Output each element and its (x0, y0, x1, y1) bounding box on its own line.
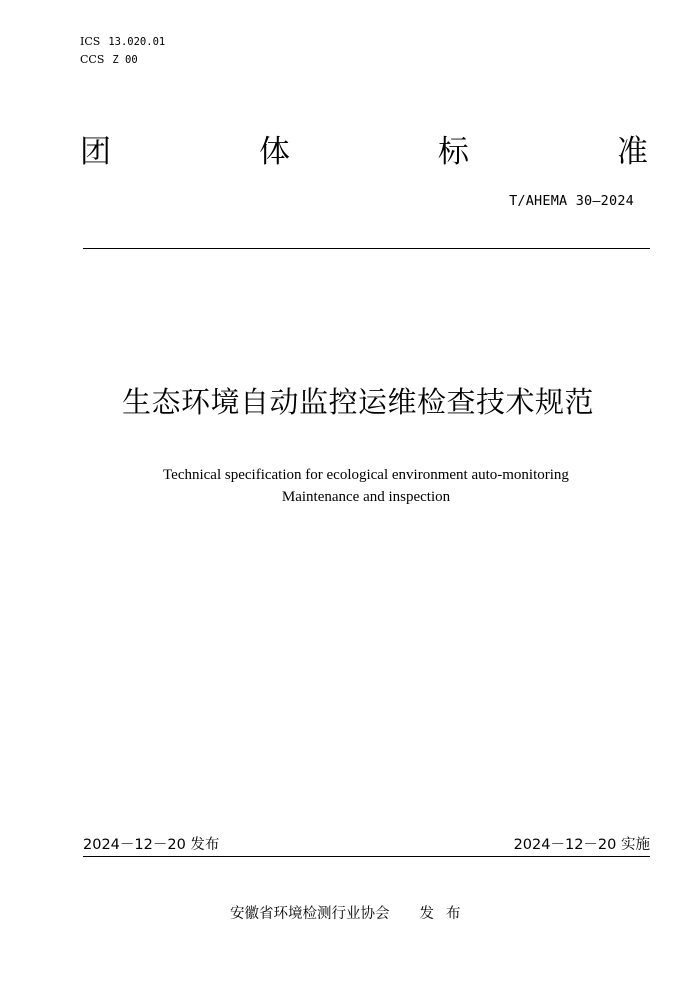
title-chinese: 生态环境自动监控运维检查技术规范 (121, 385, 594, 419)
standard-type-char: 标 (438, 134, 469, 170)
issuer-organization: 安徽省环境检测行业协会 (230, 906, 390, 922)
standard-type-heading (80, 132, 648, 172)
ccs-classification (80, 53, 138, 67)
title-english-line2: Maintenance and inspection (281, 489, 451, 505)
ics-label: ICS (80, 35, 101, 48)
issuer (230, 904, 473, 924)
standard-type-char: 团 (80, 134, 111, 170)
ccs-code: Z 00 (112, 54, 138, 66)
title-english-line1: Technical specification for ecological environment auto-monitoring (163, 467, 569, 483)
bottom-divider (83, 856, 650, 857)
standard-type-char: 体 (259, 134, 290, 170)
implementation-date: 2024－12－20 实施 (513, 837, 650, 853)
top-divider (83, 248, 650, 249)
ics-classification (80, 35, 165, 49)
issuer-action: 发布 (419, 906, 473, 922)
ics-code: 13.020.01 (108, 36, 166, 48)
standard-type-char: 准 (617, 134, 648, 170)
issue-date: 2024－12－20 发布 (83, 837, 220, 853)
ccs-label: CCS (80, 53, 105, 66)
standard-code: T/AHEMA 30—2024 (509, 193, 634, 209)
